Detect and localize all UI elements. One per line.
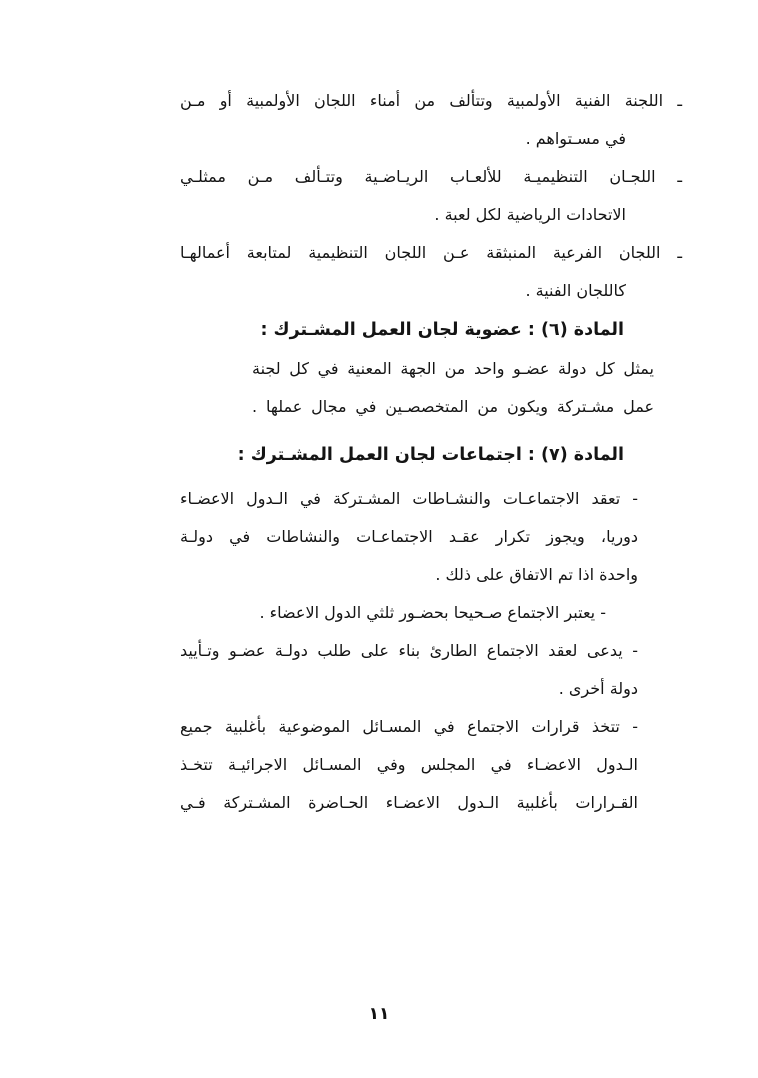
- list-dash-marker: ـ: [677, 167, 682, 186]
- list-item: [180, 594, 682, 632]
- text-line: يمثل كل دولة عضـو واحد من الجهة المعنية في كل لجنة: [252, 359, 654, 378]
- text-line: دوريا، ويجوز تكرار عقـد الاجتماعـات والنشاطات في دولـة: [180, 527, 638, 546]
- line-text: تعقد الاجتماعـات والنشـاطات المشـتركة في الـدول الاعضـاء: [180, 489, 621, 508]
- article-7-list: [180, 480, 682, 822]
- text-line: الـدول الاعضـاء في المجلس وفي المسـائل الاجرائيـة تتخـذ: [180, 755, 638, 774]
- line-text: تتخذ قرارات الاجتماع في المسـائل الموضوعية بأغلبية جميع: [180, 717, 620, 736]
- text-line: القـرارات بأغلبية الـدول الاعضـاء الحـاضرة المشـتركة فـي: [180, 793, 638, 812]
- list-dash-marker: ـ: [677, 91, 682, 110]
- line-text: يدعى لعقد الاجتماع الطارئ بناء على طلب دولـة عضـو وتـأييد: [180, 641, 623, 660]
- text-line: كاللجان الفنية .: [525, 281, 626, 300]
- text-line: [180, 158, 682, 196]
- text-line: دولة أخرى .: [558, 679, 638, 698]
- text-line: الاتحادات الرياضية لكل لعبة .: [434, 205, 626, 224]
- line-text: اللجـان التنظيميـة للألعـاب الريـاضـية وتتـألف مـن ممثلـي: [180, 167, 656, 186]
- list-item: [180, 708, 682, 822]
- text-line: عمل مشـتركة ويكون من المتخصصـين في مجال عملها .: [252, 397, 654, 416]
- text-line: واحدة اذا تم الاتفاق على ذلك .: [435, 565, 638, 584]
- list-item: [180, 480, 682, 594]
- list-hyphen-marker: -: [632, 489, 638, 508]
- committees-list: [180, 82, 682, 310]
- list-hyphen-marker: -: [600, 603, 606, 622]
- list-dash-marker: ـ: [677, 243, 682, 262]
- page-content: [180, 82, 682, 822]
- page-number: ١١: [368, 1004, 390, 1024]
- article-7-heading: المادة (٧) : اجتماعات لجان العمل المشـترك :: [237, 445, 624, 465]
- article-6-heading: المادة (٦) : عضوية لجان العمل المشـترك :: [260, 320, 624, 340]
- line-text: اللجنة الفنية الأولمبية وتتألف من أمناء اللجان الأولمبية أو مـن: [180, 91, 664, 110]
- text-line: [180, 480, 638, 518]
- text-line: [180, 234, 682, 272]
- list-hyphen-marker: -: [632, 717, 638, 736]
- list-item: [180, 82, 682, 158]
- text-line: [180, 82, 682, 120]
- text-line: [180, 594, 606, 632]
- text-line: [180, 632, 638, 670]
- text-line: [180, 708, 638, 746]
- list-item: [180, 234, 682, 310]
- line-text: اللجان الفرعية المنبثقة عـن اللجان التنظيمية لمتابعة أعمالهـا: [180, 243, 661, 262]
- text-line: في مسـتواهم .: [525, 129, 626, 148]
- line-text: يعتبر الاجتماع صـحيحا بحضـور ثلثي الدول الاعضاء .: [259, 603, 596, 622]
- list-item: [180, 158, 682, 234]
- list-item: [180, 632, 682, 708]
- list-hyphen-marker: -: [632, 641, 638, 660]
- article-6-paragraph: [180, 350, 682, 426]
